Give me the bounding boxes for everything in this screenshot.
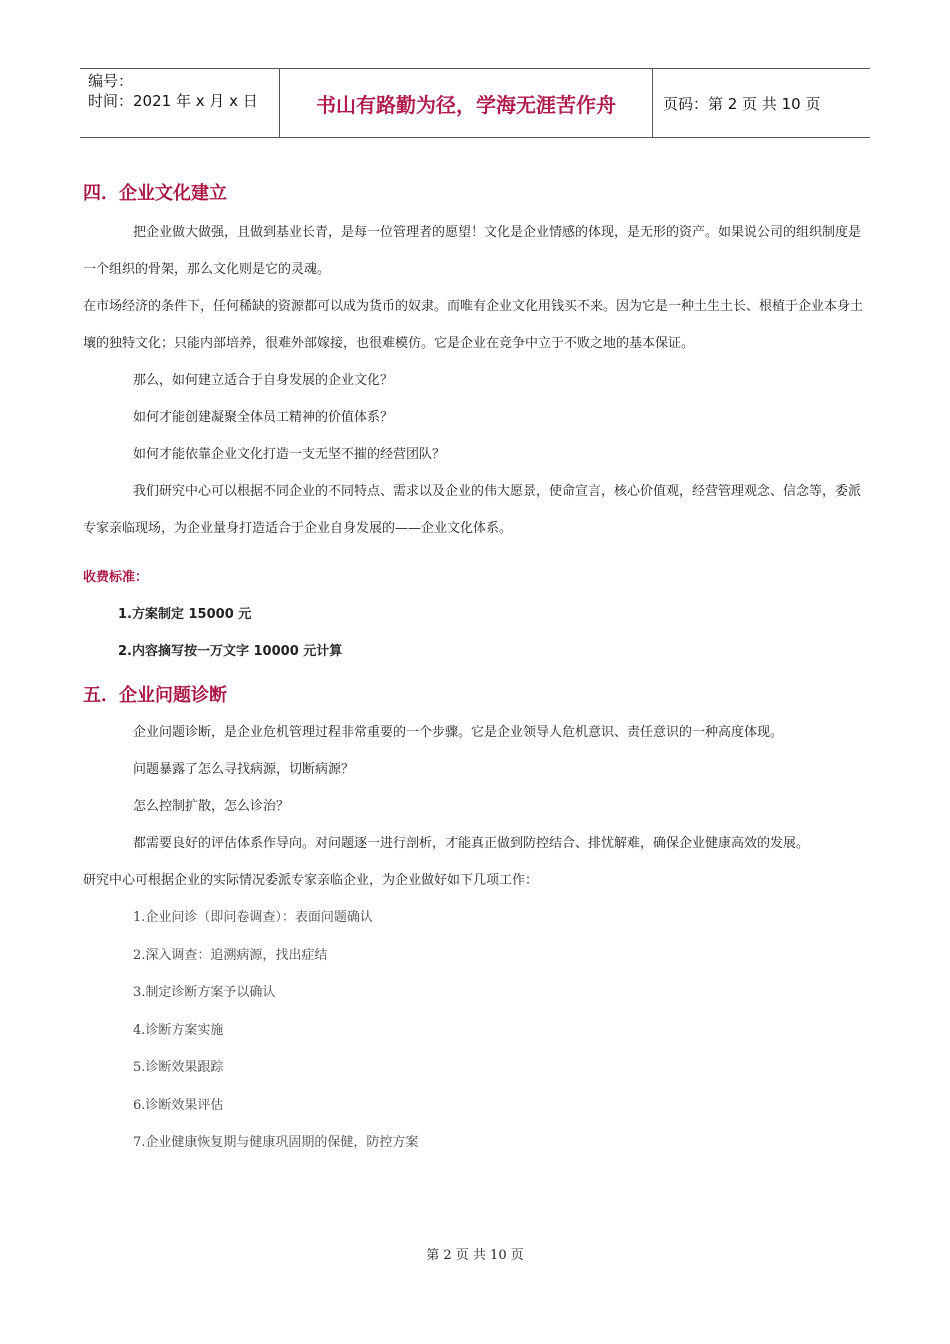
section-4-title: 四．企业文化建立	[83, 183, 227, 204]
page-footer: 第 2 页 共 10 页	[426, 1248, 524, 1263]
section-4-question-1: 那么，如何建立适合于自身发展的企业文化？	[133, 373, 394, 388]
list-item: 4.诊断方案实施	[133, 1022, 224, 1038]
header-page-info: 页码：第 2 页 共 10 页	[663, 94, 821, 113]
section-5-intro: 研究中心可根据企业的实际情况委派专家亲临企业，为企业做好如下几项工作：	[83, 873, 539, 888]
section-5-paragraph-1: 企业问题诊断，是企业危机管理过程非常重要的一个步骤。它是企业领导人危机意识、责任意识的一种高度体现。	[133, 725, 784, 740]
section-5-question-1: 问题暴露了怎么寻找病源，切断病源？	[133, 762, 355, 777]
section-5-title: 五．企业问题诊断	[83, 685, 227, 706]
page-header	[80, 68, 870, 138]
fee-item-2: 2.内容摘写按一万文字 10000 元计算	[118, 644, 343, 659]
list-item: 5.诊断效果跟踪	[133, 1060, 224, 1075]
document-body	[83, 178, 868, 1162]
section-4-question-3: 如何才能依靠企业文化打造一支无坚不摧的经营团队？	[133, 447, 446, 462]
number-label: 编号：	[88, 72, 134, 90]
header-motto: 书山有路勤为径，学海无涯苦作舟	[280, 69, 653, 137]
list-item: 3.制定诊断方案予以确认	[133, 985, 276, 1000]
fee-item-1: 1.方案制定 15000 元	[118, 607, 252, 622]
list-item: 7.企业健康恢复期与健康巩固期的保健，防控方案	[133, 1135, 419, 1150]
section-4-paragraph-2: 在市场经济的条件下，任何稀缺的资源都可以成为货币的奴隶。而唯有企业文化用钱买不来。因为它是一种土生土长、根植于企业本身土壤的独特文化；只能内部培养，很难外部嫁接，也很难模仿。它是企业在竞争中立于不败之地的基本保证。	[83, 299, 864, 351]
section-4-question-2: 如何才能创建凝聚全体员工精神的价值体系？	[133, 410, 394, 425]
time-text: 时间：2021 年 x 月 x 日	[88, 92, 258, 110]
section-4-paragraph-3: 我们研究中心可以根据不同企业的不同特点、需求以及企业的伟大愿景，使命宣言，核心价值观，经营管理观念、信念等，委派专家亲临现场，为企业量身打造适合于企业自身发展的——企业文化体系。	[83, 484, 862, 536]
fee-standard-label: 收费标准：	[83, 570, 149, 585]
list-item: 2.深入调查：追溯病源，找出症结	[133, 947, 328, 963]
section-4-paragraph-1: 把企业做大做强，且做到基业长青，是每一位管理者的愿望！文化是企业情感的体现，是无形的资产。如果说公司的组织制度是一个组织的骨架，那么文化则是它的灵魂。	[83, 225, 862, 277]
list-item: 1.企业问诊（即问卷调查）：表面问题确认	[133, 910, 373, 925]
section-5-paragraph-2: 都需要良好的评估体系作导向。对问题逐一进行剖析，才能真正做到防控结合、排忧解难，确保企业健康高效的发展。	[133, 836, 810, 851]
section-5-question-2: 怎么控制扩散，怎么诊治？	[133, 799, 290, 814]
list-item: 6.诊断效果评估	[133, 1097, 224, 1113]
header-meta	[80, 69, 280, 137]
